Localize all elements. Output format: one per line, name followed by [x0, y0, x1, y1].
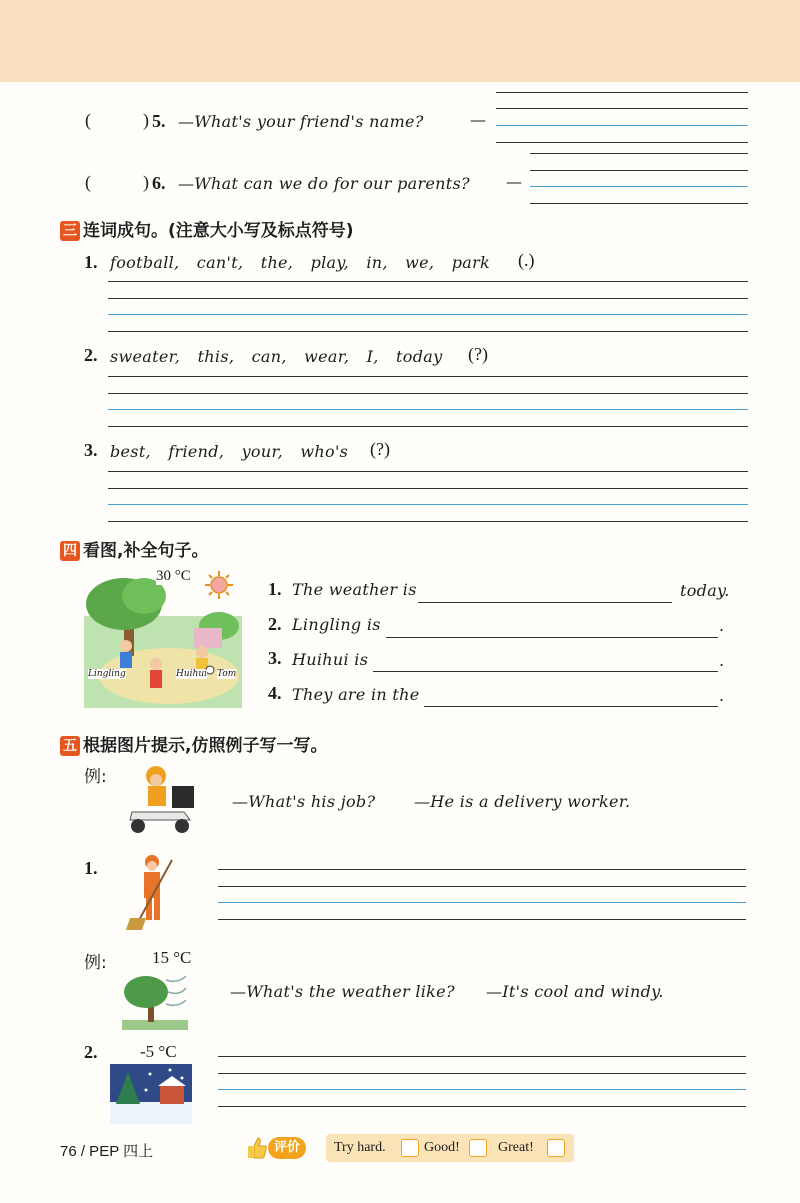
writing-line [108, 471, 748, 472]
example-label: 例: [84, 767, 107, 787]
windy-tree-illustration [122, 970, 188, 1030]
writing-line [218, 886, 746, 887]
question-number: 6. [152, 173, 166, 193]
answer-paren-close: ) [143, 110, 149, 130]
answer-blank[interactable] [424, 706, 718, 707]
section-badge: 四 [60, 541, 80, 561]
temperature-label: 15 °C [152, 948, 192, 967]
evaluation-label: 评价 [268, 1137, 306, 1159]
section-badge: 五 [60, 736, 80, 756]
writing-line [218, 1073, 746, 1074]
punctuation-hint: (.) [518, 250, 535, 270]
section-title: 根据图片提示,仿照例子写一写。 [83, 736, 328, 756]
option-checkbox-try-hard[interactable] [401, 1139, 419, 1157]
section-5-heading [60, 731, 327, 756]
writing-line [108, 281, 748, 282]
writing-line [530, 203, 748, 204]
item-number: 1. [84, 858, 98, 878]
street-sweeper-picture [124, 852, 180, 932]
writing-line [218, 902, 746, 903]
writing-line [108, 426, 748, 427]
sentence-end: today. [680, 581, 730, 600]
sentence-start: Lingling is [292, 615, 381, 634]
snow-scene-illustration [110, 1064, 192, 1124]
writing-line [108, 314, 748, 315]
option-checkbox-great[interactable] [547, 1139, 565, 1157]
sentence-end: . [719, 651, 725, 670]
section-title: 连词成句。(注意大小写及标点符号) [83, 221, 354, 241]
writing-line [108, 521, 748, 522]
section-4-heading [60, 536, 208, 561]
sentence-start: They are in the [292, 685, 420, 704]
child-label: Tom [217, 669, 237, 679]
item-number: 4. [268, 683, 282, 703]
writing-line [218, 1056, 746, 1057]
section-title: 看图,补全句子。 [83, 541, 209, 561]
example-answer: —It's cool and windy. [486, 982, 664, 1001]
item-number: 1. [268, 579, 282, 599]
snowy-weather-picture [110, 1064, 192, 1124]
answer-paren-open: ( [85, 110, 91, 130]
writing-line [108, 488, 748, 489]
writing-line [530, 153, 748, 154]
writing-line [530, 186, 748, 187]
answer-dash: — [470, 110, 487, 129]
answer-blank[interactable] [373, 671, 718, 672]
writing-line [108, 409, 748, 410]
writing-line [496, 108, 748, 109]
writing-line [218, 1089, 746, 1090]
item-number: 3. [268, 648, 282, 668]
item-number: 1. [84, 252, 98, 272]
answer-blank[interactable] [386, 637, 718, 638]
answer-dash: — [506, 172, 523, 191]
punctuation-hint: (?) [370, 439, 390, 459]
writing-line [218, 869, 746, 870]
self-evaluation-bar [246, 1134, 574, 1164]
writing-line [108, 331, 748, 332]
evaluation-options [326, 1134, 574, 1162]
example-question: —What's his job? [232, 792, 376, 811]
option-label: Great! [498, 1140, 534, 1155]
writing-line [496, 92, 748, 93]
temperature-label: 30 °C [156, 568, 191, 584]
windy-weather-picture [122, 970, 188, 1030]
delivery-worker-illustration [124, 764, 198, 836]
punctuation-hint: (?) [468, 344, 488, 364]
answer-paren-close: ) [143, 172, 149, 192]
thumbs-up-icon [246, 1136, 268, 1160]
example-question: —What's the weather like? [230, 982, 455, 1001]
answer-paren-open: ( [85, 172, 91, 192]
question-number: 5. [152, 111, 166, 131]
child-label: Huihui [176, 669, 207, 679]
sentence-end: . [719, 686, 725, 705]
page-number: 76 / PEP 四上 [60, 1143, 154, 1160]
writing-line [108, 393, 748, 394]
word-list: sweater, this, can, wear, I, today [110, 347, 443, 366]
sentence-start: The weather is [292, 580, 417, 599]
writing-line [218, 919, 746, 920]
sentence-end: . [719, 616, 725, 635]
answer-blank[interactable] [418, 602, 672, 603]
question-text: —What can we do for our parents? [178, 174, 470, 193]
option-checkbox-good[interactable] [469, 1139, 487, 1157]
writing-line [530, 170, 748, 171]
park-picture [84, 566, 242, 708]
writing-line [108, 504, 748, 505]
section-badge: 三 [60, 221, 80, 241]
street-sweeper-illustration [124, 852, 180, 932]
example-label: 例: [84, 953, 107, 973]
item-number: 2. [84, 1042, 98, 1062]
word-list: football, can't, the, play, in, we, park [110, 253, 491, 272]
sun-icon [204, 570, 234, 600]
section-3-heading [60, 216, 354, 241]
item-number: 2. [268, 614, 282, 634]
writing-line [218, 1106, 746, 1107]
writing-line [496, 125, 748, 126]
top-banner [0, 0, 800, 82]
item-number: 3. [84, 440, 98, 460]
example-answer: —He is a delivery worker. [414, 792, 631, 811]
question-text: —What's your friend's name? [178, 112, 424, 131]
writing-line [108, 298, 748, 299]
child-label: Lingling [88, 669, 126, 679]
temperature-label: -5 °C [140, 1042, 177, 1061]
option-label: Try hard. [334, 1140, 386, 1155]
writing-line [496, 142, 748, 143]
option-label: Good! [424, 1140, 460, 1155]
writing-line [108, 376, 748, 377]
delivery-worker-picture [124, 764, 198, 836]
sentence-start: Huihui is [292, 650, 369, 669]
word-list: best, friend, your, who's [110, 442, 349, 461]
item-number: 2. [84, 345, 98, 365]
